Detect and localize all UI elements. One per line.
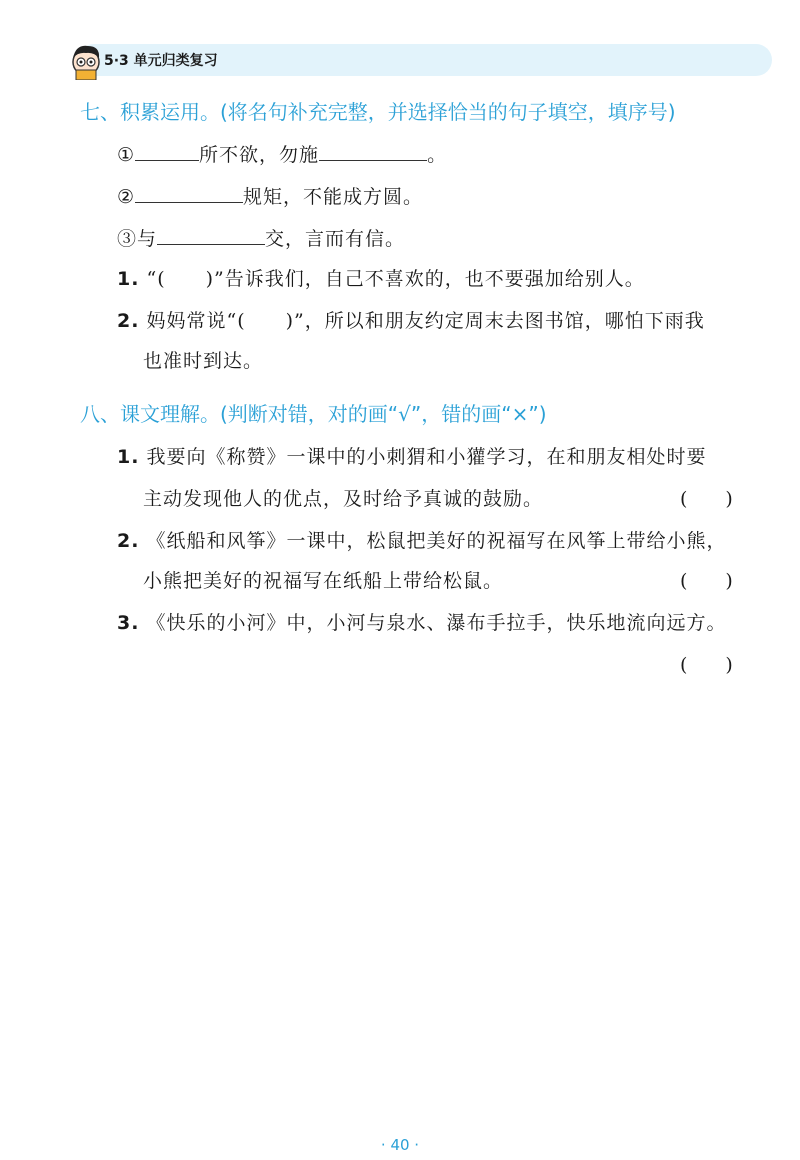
blank-1b[interactable] <box>319 142 427 161</box>
answer-paren-1[interactable]: ( ) <box>680 488 733 510</box>
item-8-1-text2: 主动发现他人的优点，及时给予真诚的鼓励。 <box>143 488 544 510</box>
blank-1a[interactable] <box>135 142 199 161</box>
blank-3[interactable] <box>157 226 265 245</box>
question-3-prefix: ③与 <box>117 228 158 250</box>
question-2 <box>117 182 423 209</box>
item-8-1 <box>117 442 707 469</box>
item-8-2 <box>117 526 727 553</box>
item-7-2-text: 妈妈常说“( )”，所以和朋友约定周末去图书馆，哪怕下雨我 <box>146 310 705 332</box>
question-3-end: 交，言而有信。 <box>265 228 406 250</box>
item-7-1-num: 1. <box>117 268 140 290</box>
question-1-mid: 所不欲，勿施 <box>199 144 320 166</box>
item-8-3-num: 3. <box>117 612 140 634</box>
item-8-2-text2: 小熊把美好的祝福写在纸船上带给松鼠。 <box>143 570 504 592</box>
blank-2[interactable] <box>135 184 243 203</box>
item-7-2-num: 2. <box>117 310 140 332</box>
item-7-2 <box>117 306 705 333</box>
item-8-3-text: 《快乐的小河》中，小河与泉水、瀑布手拉手，快乐地流向远方。 <box>146 612 727 634</box>
mascot-icon <box>66 40 106 80</box>
question-1-end: 。 <box>427 144 448 166</box>
section-7-title: 七、积累运用。(将名句补充完整，并选择恰当的句子填空，填序号) <box>80 100 676 124</box>
answer-paren-2[interactable]: ( ) <box>680 570 733 592</box>
item-8-1-text: 我要向《称赞》一课中的小刺猬和小獾学习，在和朋友相处时要 <box>146 446 707 468</box>
header-title: 5·3 单元归类复习 <box>104 53 218 69</box>
item-8-2-text: 《纸船和风筝》一课中，松鼠把美好的祝福写在风筝上带给小熊， <box>146 530 727 552</box>
question-2-end: 规矩，不能成方圆。 <box>243 186 424 208</box>
question-1 <box>117 140 447 167</box>
section-8-title: 八、课文理解。(判断对错，对的画“√”，错的画“×”) <box>80 402 547 426</box>
item-7-1-text: “( )”告诉我们，自己不喜欢的，也不要强加给别人。 <box>146 268 645 290</box>
item-8-2-num: 2. <box>117 530 140 552</box>
question-3 <box>117 224 405 251</box>
question-1-prefix: ① <box>117 144 136 166</box>
item-8-1-num: 1. <box>117 446 140 468</box>
item-7-2-text2: 也准时到达。 <box>143 350 264 372</box>
question-2-prefix: ② <box>117 186 136 208</box>
item-7-1 <box>117 264 645 291</box>
page-number: · 40 · <box>380 1136 420 1154</box>
item-8-3 <box>117 608 727 635</box>
answer-paren-3[interactable]: ( ) <box>680 654 733 676</box>
